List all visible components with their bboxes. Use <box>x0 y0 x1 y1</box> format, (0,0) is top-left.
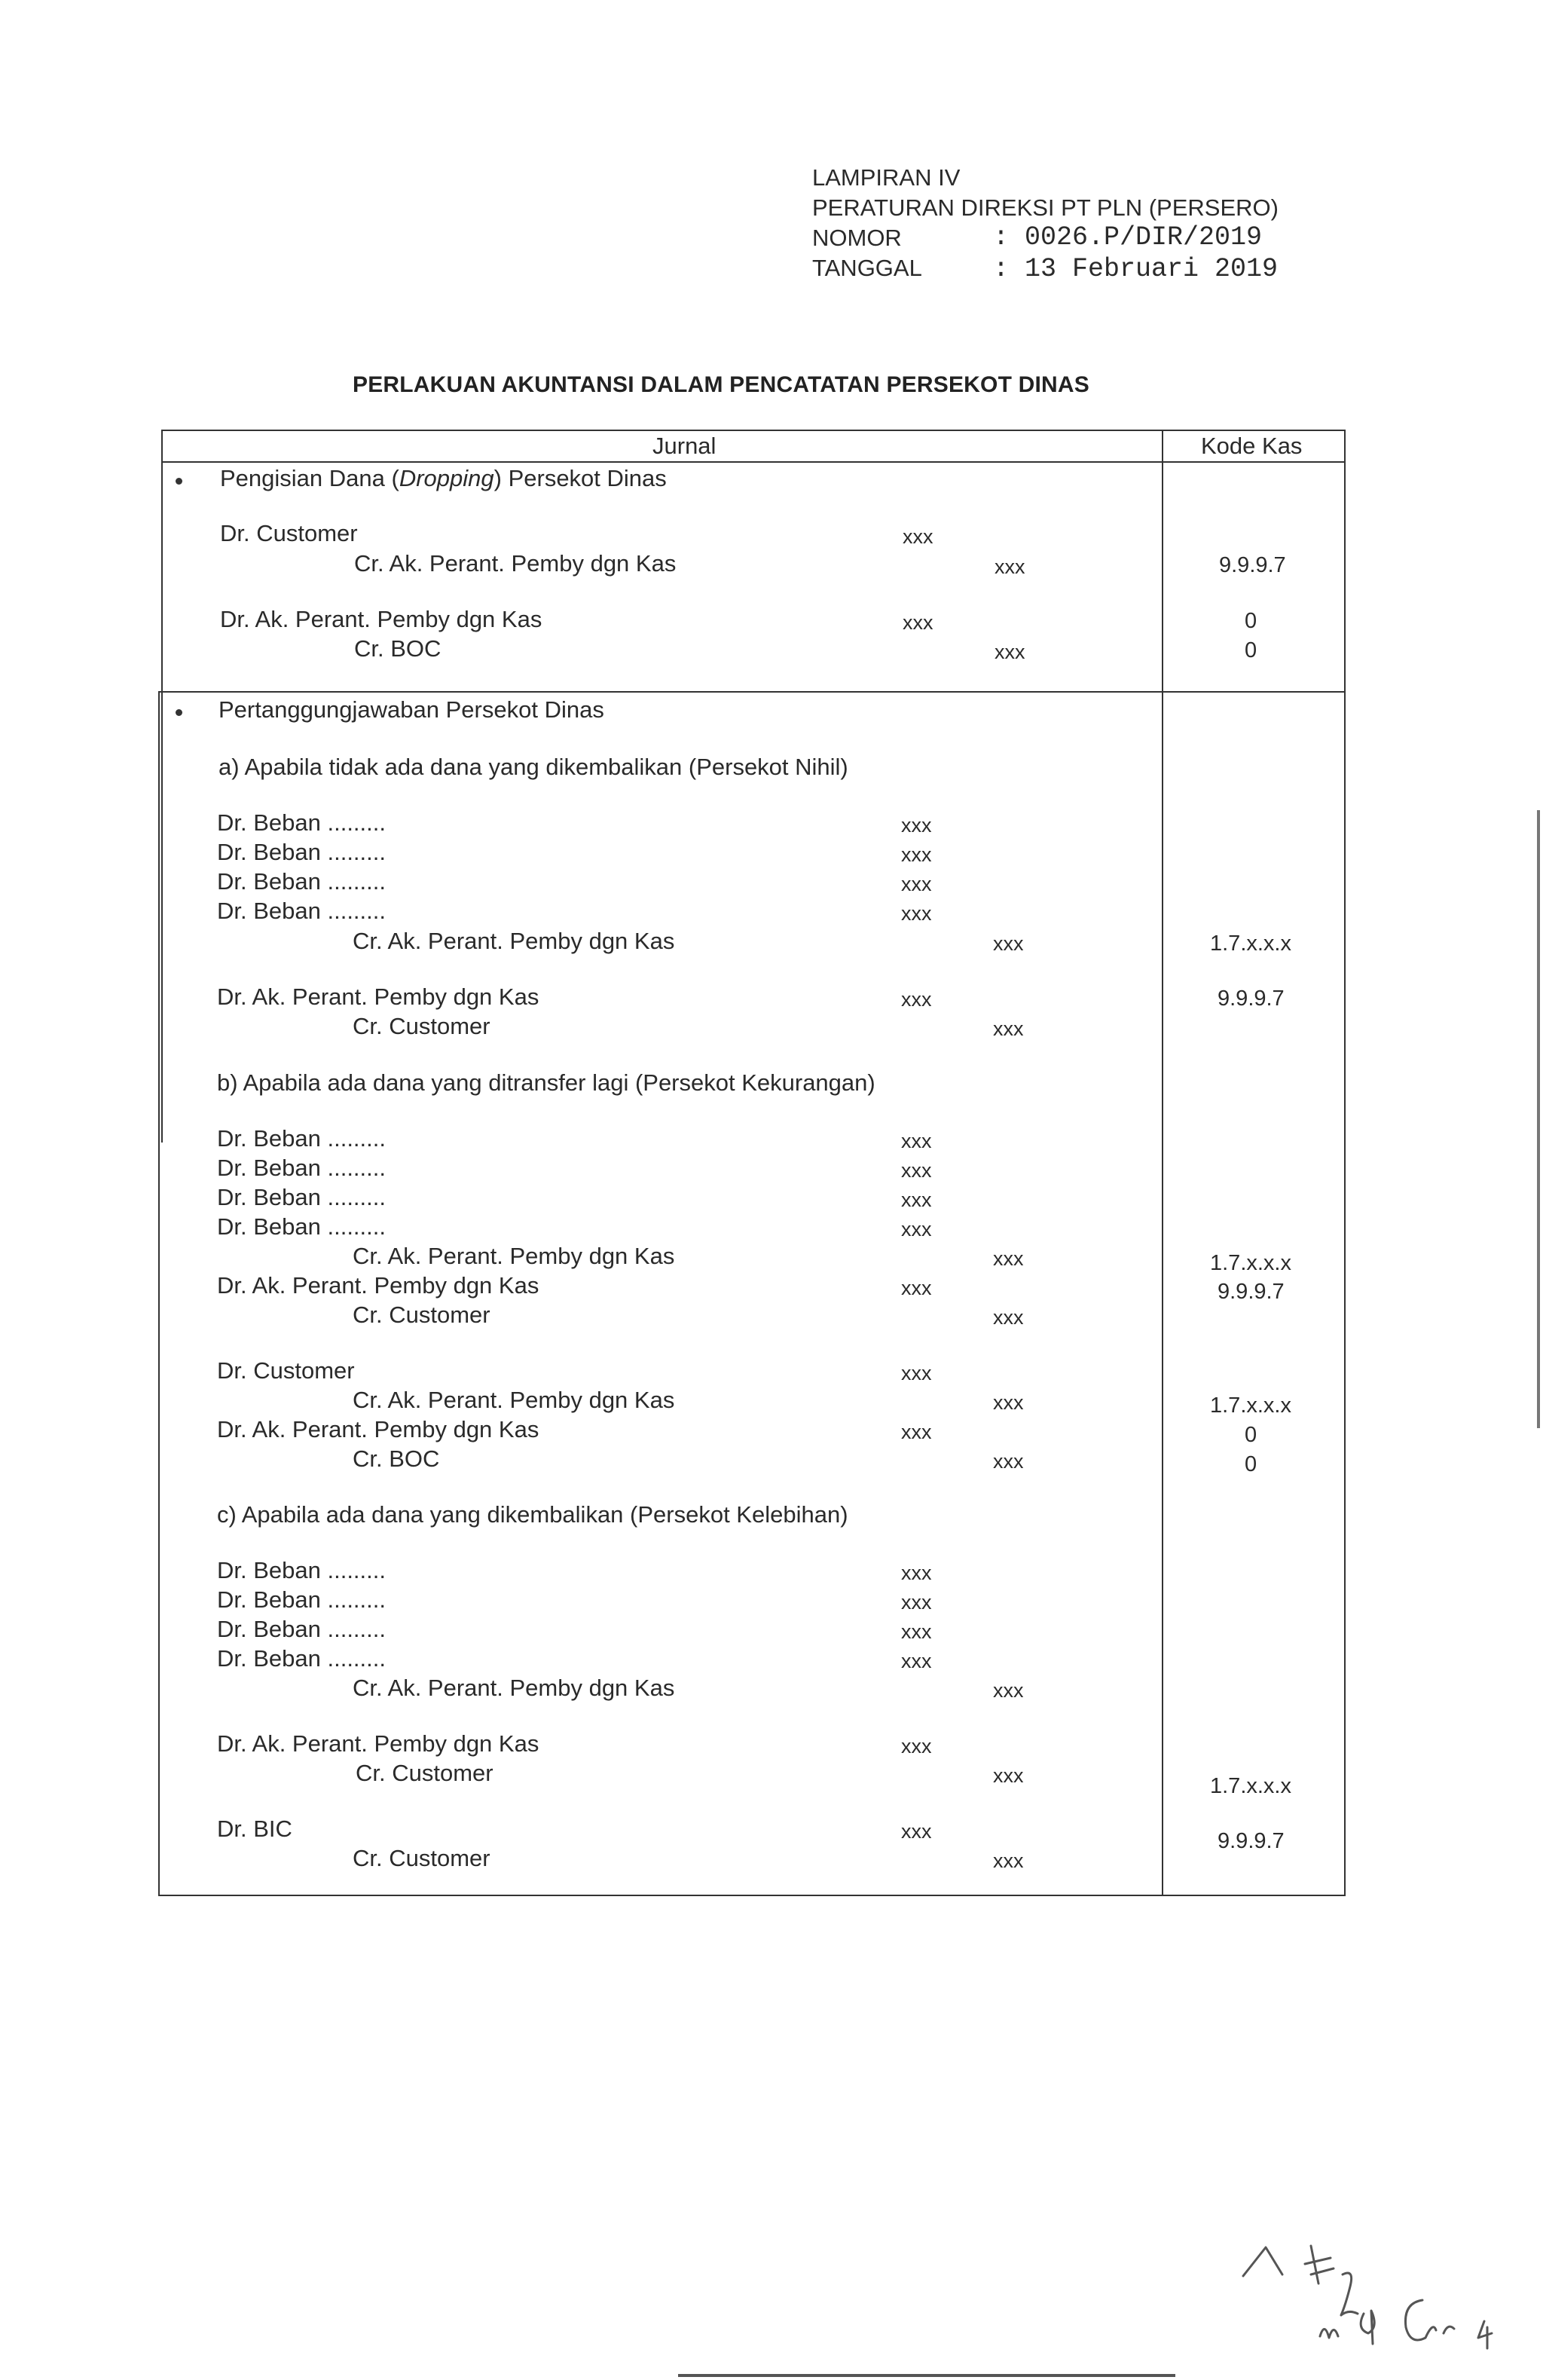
journal-debit-line: Dr. Beban ......... <box>217 1184 386 1210</box>
credit-amount: xxx <box>995 555 1025 578</box>
credit-amount: xxx <box>993 1247 1024 1270</box>
handwritten-initials-signature <box>1236 2231 1507 2366</box>
journal-debit-line: Dr. Beban ......... <box>217 839 386 865</box>
nomor-label: NOMOR <box>812 225 902 251</box>
debit-amount: xxx <box>903 525 933 548</box>
credit-amount: xxx <box>993 1391 1024 1414</box>
debit-amount: xxx <box>901 843 932 866</box>
subsection-a-heading: a) Apabila tidak ada dana yang dikembalikan (Persekot Nihil) <box>218 754 848 780</box>
table-top-border <box>161 430 1346 431</box>
debit-amount: xxx <box>901 1820 932 1843</box>
credit-amount: xxx <box>993 1306 1024 1329</box>
journal-credit-line: Cr. BOC <box>354 635 442 662</box>
page-title: PERLAKUAN AKUNTANSI DALAM PENCATATAN PERSEKOT DINAS <box>353 372 1089 397</box>
debit-amount: xxx <box>901 988 932 1011</box>
journal-debit-line: Dr. Ak. Perant. Pemby dgn Kas <box>217 984 539 1010</box>
journal-credit-line: Cr. Customer <box>356 1760 493 1786</box>
kode-kas-value: 9.9.9.7 <box>1218 987 1285 1011</box>
scan-edge-mark <box>1537 810 1540 1428</box>
journal-debit-line: Dr. Beban ......... <box>217 1586 386 1613</box>
table-left-border <box>161 430 163 1143</box>
journal-debit-line: Dr. Beban ......... <box>217 898 386 924</box>
credit-amount: xxx <box>993 1017 1024 1040</box>
debit-amount: xxx <box>903 611 933 634</box>
peraturan-label: PERATURAN DIREKSI PT PLN (PERSERO) <box>812 194 1279 221</box>
debit-amount: xxx <box>901 1562 932 1584</box>
journal-debit-line: Dr. Beban ......... <box>217 1616 386 1642</box>
section2-heading: Pertanggungjawaban Persekot Dinas <box>218 696 604 723</box>
debit-amount: xxx <box>901 814 932 837</box>
lampiran-label: LAMPIRAN IV <box>812 164 961 191</box>
journal-debit-line: Dr. Ak. Perant. Pemby dgn Kas <box>220 606 542 632</box>
debit-amount: xxx <box>901 1188 932 1211</box>
journal-credit-line: Cr. Customer <box>353 1845 490 1871</box>
kode-kas-value: 9.9.9.7 <box>1219 553 1286 577</box>
kode-kas-value: 9.9.9.7 <box>1218 1829 1285 1853</box>
subsection-c-heading: c) Apabila ada dana yang dikembalikan (Persekot Kelebihan) <box>217 1501 848 1528</box>
kode-kas-value: 1.7.x.x.x <box>1210 1774 1291 1798</box>
debit-amount: xxx <box>901 1362 932 1384</box>
credit-amount: xxx <box>993 1679 1024 1702</box>
kode-kas-value: 0 <box>1245 609 1257 633</box>
credit-amount: xxx <box>993 1849 1024 1872</box>
journal-credit-line: Cr. Ak. Perant. Pemby dgn Kas <box>354 550 677 577</box>
credit-amount: xxx <box>993 1764 1024 1787</box>
kode-kas-value: 9.9.9.7 <box>1218 1280 1285 1304</box>
nomor-value: : 0026.P/DIR/2019 <box>993 222 1263 252</box>
tanggal-value: : 13 Februari 2019 <box>993 254 1279 284</box>
journal-debit-line: Dr. Customer <box>220 520 358 546</box>
journal-credit-line: Cr. Customer <box>353 1013 490 1039</box>
debit-amount: xxx <box>901 1591 932 1614</box>
journal-debit-line: Dr. Beban ......... <box>217 1213 386 1240</box>
debit-amount: xxx <box>901 1735 932 1757</box>
debit-amount: xxx <box>901 1159 932 1182</box>
journal-debit-line: Dr. Beban ......... <box>217 1557 386 1583</box>
journal-debit-line: Dr. BIC <box>217 1816 292 1842</box>
journal-debit-line: Dr. Beban ......... <box>217 868 386 895</box>
subsection-b-heading: b) Apabila ada dana yang ditransfer lagi (Persekot Kekurangan) <box>217 1069 875 1096</box>
journal-debit-line: Dr. Beban ......... <box>217 1155 386 1181</box>
column-header-kode-kas: Kode Kas <box>1201 433 1303 459</box>
debit-amount: xxx <box>901 902 932 925</box>
kode-kas-value: 0 <box>1245 1423 1257 1447</box>
section-divider <box>158 691 1346 693</box>
table-column-divider <box>1162 430 1163 1896</box>
debit-amount: xxx <box>901 1218 932 1240</box>
debit-amount: xxx <box>901 1421 932 1443</box>
journal-credit-line: Cr. Ak. Perant. Pemby dgn Kas <box>353 1675 675 1701</box>
table-bottom-border <box>158 1895 1346 1896</box>
section1-heading: Pengisian Dana (Dropping) Persekot Dinas <box>220 465 667 491</box>
table-right-border <box>1344 430 1346 1896</box>
journal-debit-line: Dr. Beban ......... <box>217 809 386 836</box>
kode-kas-value: 1.7.x.x.x <box>1210 1393 1291 1418</box>
bullet-icon <box>176 478 182 485</box>
journal-credit-line: Cr. Ak. Perant. Pemby dgn Kas <box>353 1243 675 1269</box>
debit-amount: xxx <box>901 1130 932 1152</box>
kode-kas-value: 0 <box>1245 638 1257 662</box>
debit-amount: xxx <box>901 1620 932 1643</box>
kode-kas-value: 1.7.x.x.x <box>1210 1251 1291 1275</box>
kode-kas-value: 0 <box>1245 1452 1257 1476</box>
credit-amount: xxx <box>993 932 1024 955</box>
journal-debit-line: Dr. Customer <box>217 1357 355 1384</box>
journal-debit-line: Dr. Beban ......... <box>217 1125 386 1152</box>
debit-amount: xxx <box>901 873 932 895</box>
journal-credit-line: Cr. Ak. Perant. Pemby dgn Kas <box>353 1387 675 1413</box>
journal-debit-line: Dr. Beban ......... <box>217 1645 386 1672</box>
journal-credit-line: Cr. Customer <box>353 1302 490 1328</box>
journal-debit-line: Dr. Ak. Perant. Pemby dgn Kas <box>217 1730 539 1757</box>
kode-kas-value: 1.7.x.x.x <box>1210 932 1291 956</box>
bullet-icon <box>176 709 182 716</box>
journal-credit-line: Cr. Ak. Perant. Pemby dgn Kas <box>353 928 675 954</box>
tanggal-label: TANGGAL <box>812 255 922 281</box>
table-left-border-lower <box>158 691 160 1896</box>
credit-amount: xxx <box>995 641 1025 663</box>
table-header-border <box>161 461 1346 463</box>
debit-amount: xxx <box>901 1277 932 1299</box>
credit-amount: xxx <box>993 1450 1024 1473</box>
scan-edge-mark <box>678 2374 1175 2377</box>
debit-amount: xxx <box>901 1650 932 1672</box>
journal-debit-line: Dr. Ak. Perant. Pemby dgn Kas <box>217 1272 539 1299</box>
journal-credit-line: Cr. BOC <box>353 1445 440 1472</box>
journal-debit-line: Dr. Ak. Perant. Pemby dgn Kas <box>217 1416 539 1442</box>
column-header-jurnal: Jurnal <box>652 433 717 459</box>
